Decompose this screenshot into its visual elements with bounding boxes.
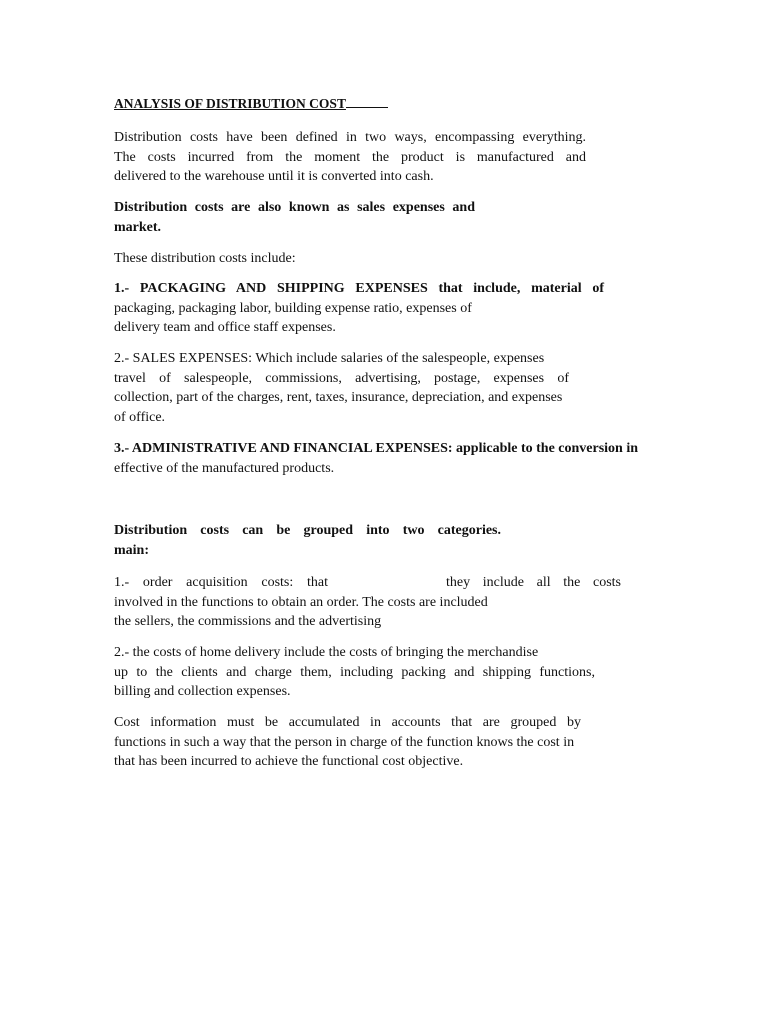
category-1-line-3: the sellers, the commissions and the advertising: [114, 614, 382, 629]
item-2-line-3: collection, part of the charges, rent, taxes, insurance, depreciation, and expenses: [114, 390, 563, 405]
intro-line-3: delivered to the warehouse until it is converted into cash.: [114, 169, 434, 184]
category-2-paragraph: [114, 643, 595, 702]
item-2-line-2: travel of salespeople, commissions, advertising, postage, expenses of: [114, 370, 569, 386]
intro-paragraph: [114, 128, 586, 187]
category-1-line-2: involved in the functions to obtain an order. The costs are included: [114, 594, 488, 610]
item-1-line-3: delivery team and office staff expenses.: [114, 320, 336, 335]
closing-line-2: functions in such a way that the person in charge of the function knows the cost in: [114, 734, 575, 750]
item-3-paragraph: [114, 439, 659, 478]
closing-paragraph: [114, 713, 589, 772]
intro-line-2: The costs incurred from the moment the product is manufactured and: [114, 149, 586, 165]
item-1-line-1: 1.- PACKAGING AND SHIPPING EXPENSES that include, material of: [114, 281, 604, 296]
item-3-line-2: effective of the manufactured products.: [114, 460, 335, 476]
category-2-line-1: 2.- the costs of home delivery include the costs of bringing the merchandise: [114, 645, 539, 660]
category-1-paragraph: [114, 573, 621, 632]
also-known-paragraph: [114, 198, 475, 237]
item-2-line-4: of office.: [114, 409, 166, 425]
also-known-line-2: market.: [114, 219, 162, 235]
document-title: [114, 95, 388, 113]
item-2-paragraph: [114, 349, 595, 427]
item-3-line-1: 3.- ADMINISTRATIVE AND FINANCIAL EXPENSES: applicable to the conversion in: [114, 441, 639, 456]
grouped-line-1: Distribution costs can be grouped into two categories.: [114, 523, 501, 538]
closing-line-1: Cost information must be accumulated in accounts that are grouped by: [114, 715, 581, 730]
category-1-line-1-start: 1.- order acquisition costs: that: [114, 575, 328, 590]
category-2-line-2: up to the clients and charge them, including packing and shipping functions,: [114, 664, 595, 680]
category-2-line-3: billing and collection expenses.: [114, 684, 291, 699]
include-intro-paragraph: [114, 249, 414, 269]
also-known-line-1: Distribution costs are also known as sales expenses and: [114, 200, 475, 215]
closing-line-3: that has been incurred to achieve the functional cost objective.: [114, 754, 464, 769]
item-1-line-2: packaging, packaging labor, building expense ratio, expenses of: [114, 300, 472, 316]
item-2-line-1: 2.- SALES EXPENSES: Which include salaries of the salespeople, expenses: [114, 351, 545, 366]
grouped-line-2: main:: [114, 542, 149, 558]
document-title-text: ANALYSIS OF DISTRIBUTION COST: [114, 96, 346, 111]
category-1-line-1-end: they include all the costs: [446, 575, 621, 590]
category-1-line-1: [114, 573, 621, 593]
grouped-paragraph: [114, 521, 501, 560]
include-intro-line: These distribution costs include:: [114, 251, 296, 266]
intro-line-1: Distribution costs have been defined in two ways, encompassing everything.: [114, 130, 586, 145]
title-underline-tail: [346, 95, 388, 108]
item-1-paragraph: [114, 279, 604, 338]
